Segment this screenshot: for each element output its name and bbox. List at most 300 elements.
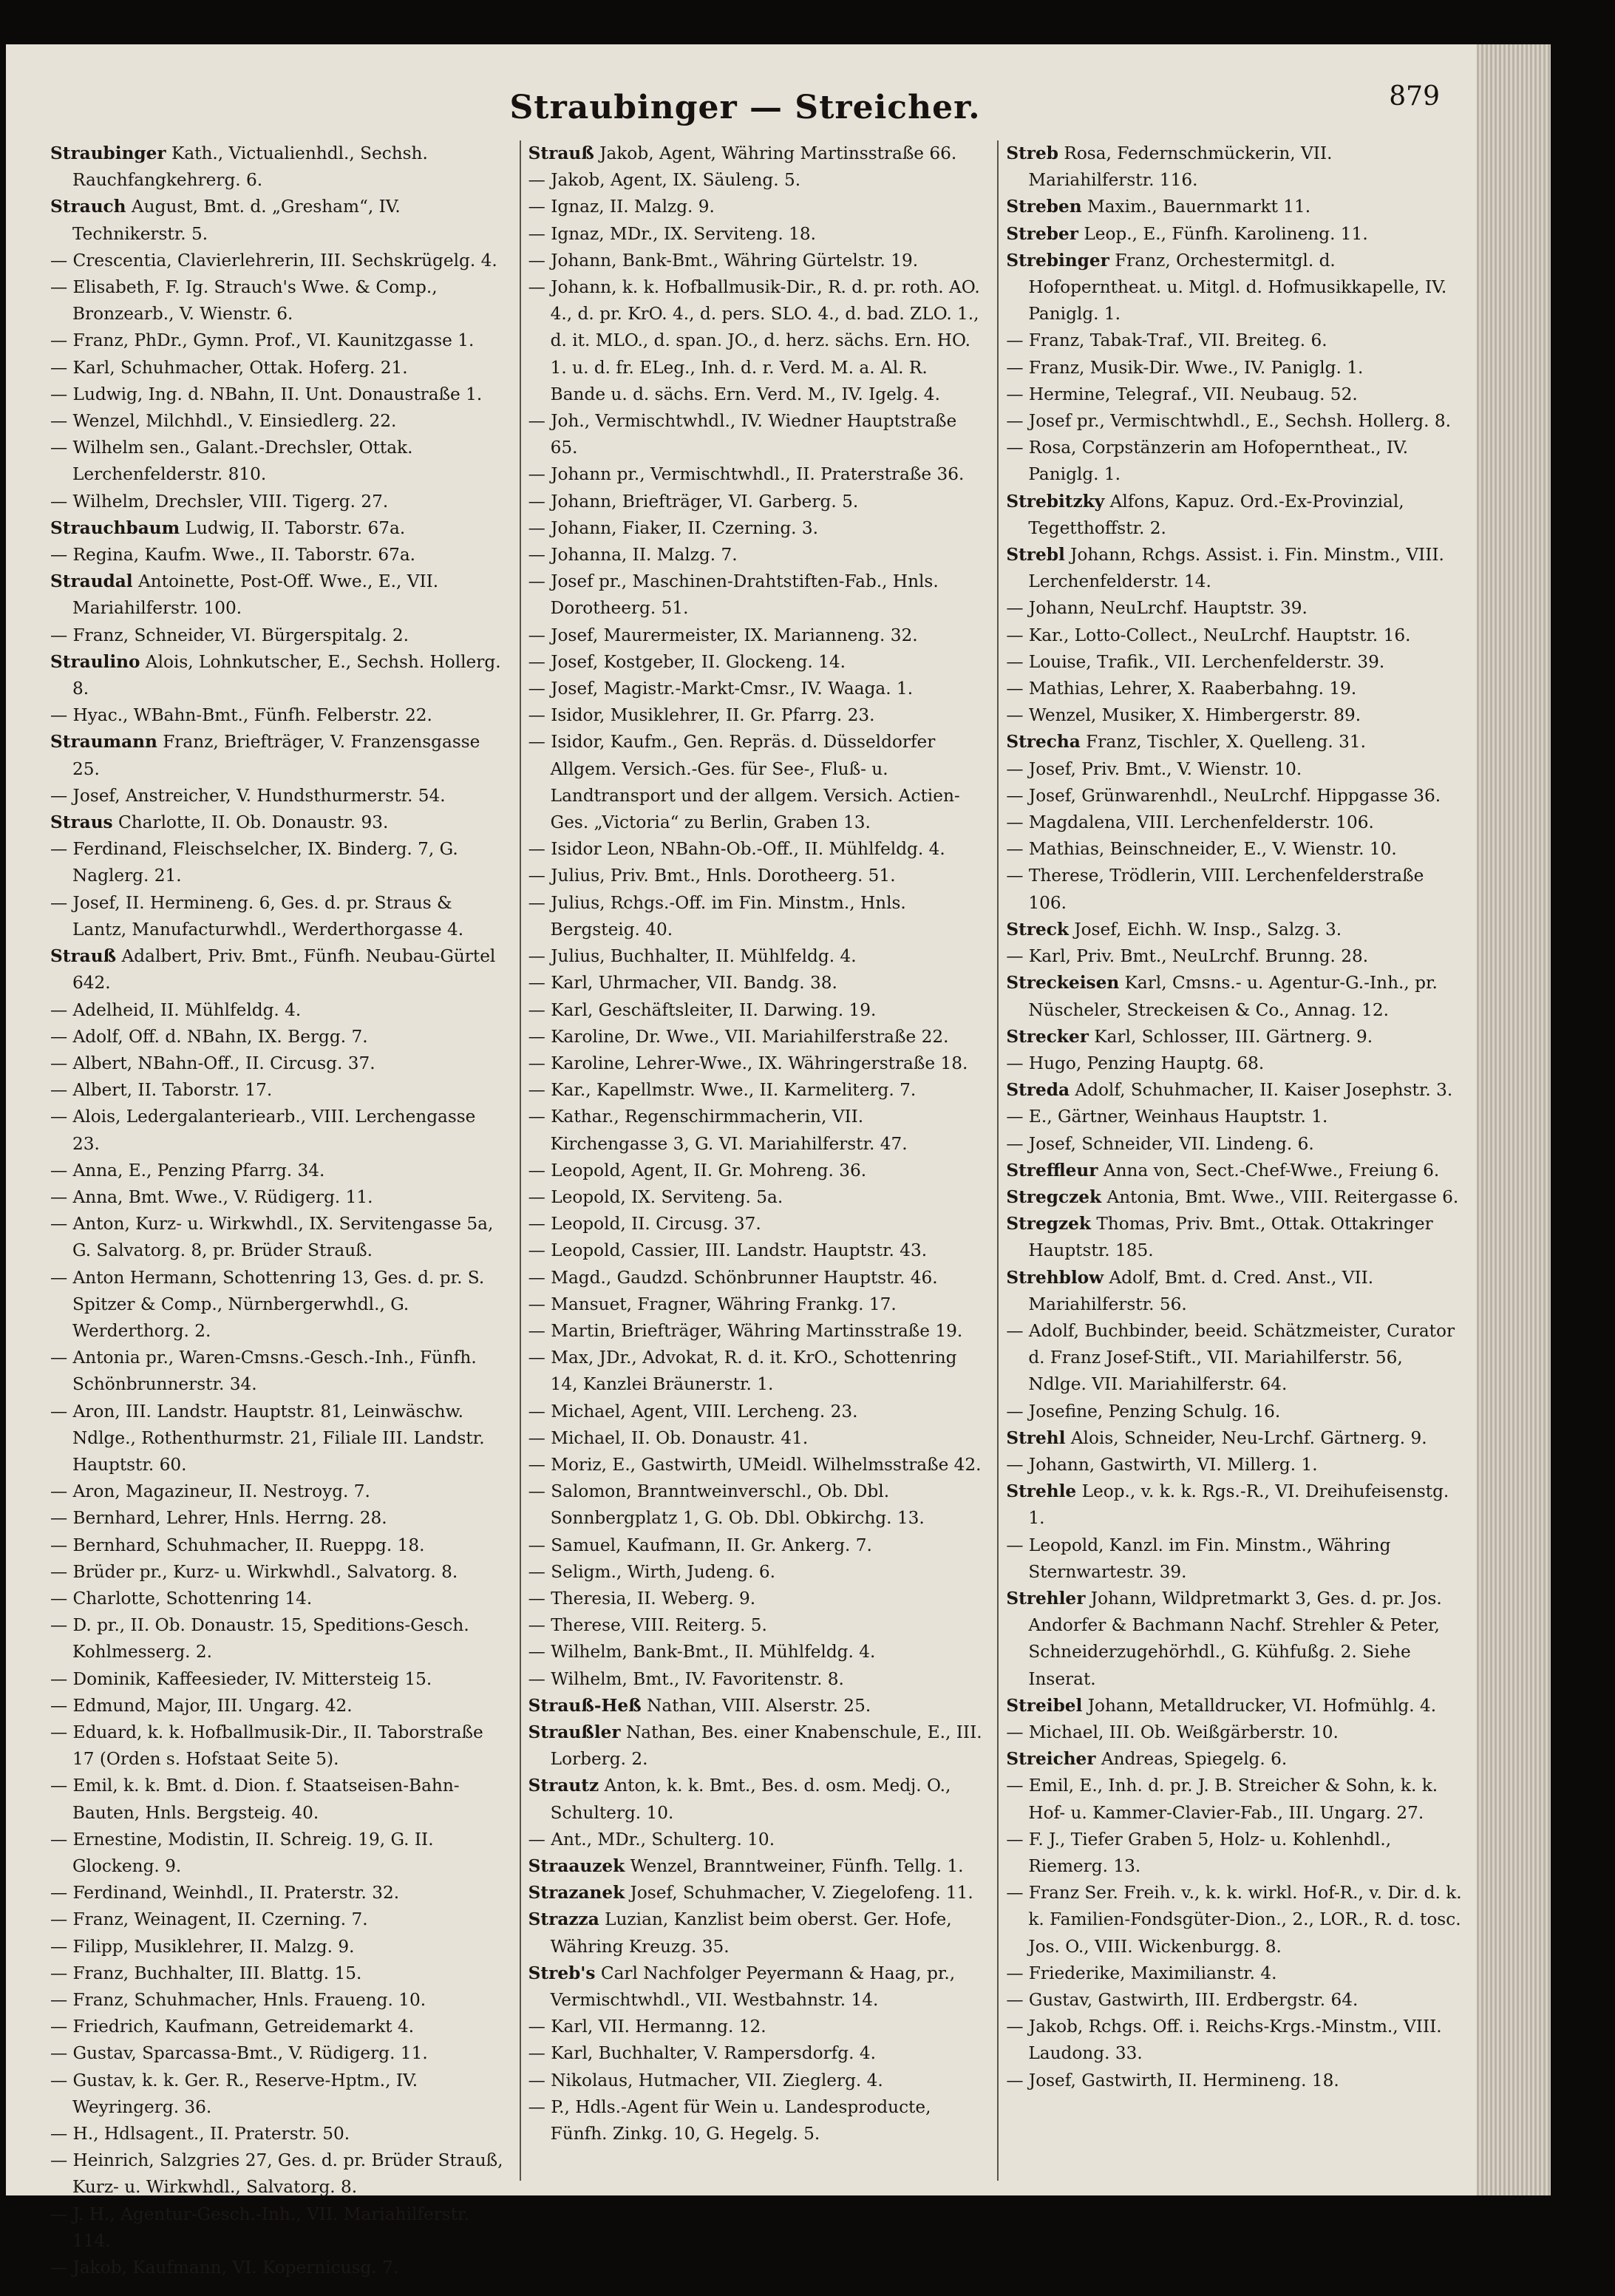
entry-text: — Friederike, Maximilianstr. 4. (1006, 1963, 1277, 1983)
directory-entry (50, 1184, 506, 1211)
directory-entry (1006, 1050, 1462, 1077)
entry-text: — Jakob, Rchgs. Off. i. Reichs-Krgs.-Minstm., VIII. Laudong. 33. (1006, 2017, 1442, 2064)
directory-entry (528, 1345, 985, 1398)
entry-text: — Karl, VII. Hermanng. 12. (528, 2017, 766, 2037)
directory-entry (1006, 194, 1462, 220)
entry-surname: Streffleur (1006, 1160, 1098, 1181)
directory-entry (1006, 1104, 1462, 1130)
directory-entry (528, 1237, 985, 1264)
entry-text: — Josef, Magistr.-Markt-Cmsr., IV. Waaga. 1. (528, 679, 914, 699)
entry-text: — Hyac., WBahn-Bmt., Fünfh. Felberstr. 22. (50, 705, 432, 726)
directory-entry (528, 2040, 985, 2067)
entry-text: — Regina, Kaufm. Wwe., II. Taborstr. 67a. (50, 545, 416, 565)
entry-text: — Leopold, Agent, II. Gr. Mohreng. 36. (528, 1160, 867, 1181)
entry-text: Adolf, Schuhmacher, II. Kaiser Josephstr. 3. (1070, 1080, 1453, 1101)
entry-surname: Straumann (50, 732, 157, 753)
directory-entry (528, 542, 985, 568)
directory-columns (50, 140, 1462, 2278)
entry-text: — Michael, II. Ob. Donaustr. 41. (528, 1427, 809, 1448)
directory-entry (1006, 542, 1462, 595)
directory-entry (50, 809, 506, 836)
directory-entry (50, 1532, 506, 1559)
directory-entry (1006, 1184, 1462, 1211)
directory-entry (1006, 783, 1462, 809)
entry-text: — Gustav, Sparcassa-Bmt., V. Rüdigerg. 11. (50, 2043, 428, 2064)
directory-entry (50, 2121, 506, 2147)
directory-entry (50, 515, 506, 542)
entry-text: — P., Hdls.-Agent für Wein u. Landesproducte, Fünfh. Zinkg. 10, G. Hegelg. 5. (528, 2096, 931, 2144)
entry-text: — Eduard, k. k. Hofballmusik-Dir., II. Taborstraße 17 (Orden s. Hofstaat Seite 5). (50, 1722, 483, 1770)
directory-entry (50, 890, 506, 943)
directory-entry (50, 248, 506, 274)
directory-entry (1006, 1024, 1462, 1050)
directory-entry (528, 702, 985, 729)
entry-text: — Jakob, Kaufmann, VI. Kopernicusg. 7. (50, 2258, 399, 2278)
directory-entry (528, 1639, 985, 1665)
entry-surname: Strecha (1006, 732, 1081, 753)
directory-entry (528, 1906, 985, 1960)
directory-entry (1006, 2068, 1462, 2094)
entry-text: Adalbert, Priv. Bmt., Fünfh. Neubau-Gürtel 642. (72, 946, 496, 994)
directory-entry (1006, 863, 1462, 916)
directory-entry (50, 1586, 506, 1612)
entry-text: — Friedrich, Kaufmann, Getreidemarkt 4. (50, 2017, 415, 2037)
entry-text: — Isidor Leon, NBahn-Ob.-Off., II. Mühlfeldg. 4. (528, 839, 945, 860)
entry-text: — Albert, NBahn-Off., II. Circusg. 37. (50, 1053, 375, 1073)
directory-entry (1006, 2014, 1462, 2067)
directory-entry (50, 997, 506, 1024)
entry-text: — Leopold, II. Circusg. 37. (528, 1214, 761, 1234)
page-number: 879 (1389, 81, 1440, 112)
directory-entry (50, 783, 506, 809)
entry-text: — Ferdinand, Fleischselcher, IX. Binderg. 7, G. Naglerg. 21. (50, 839, 458, 886)
directory-entry (1006, 917, 1462, 943)
entry-surname: Streb (1006, 143, 1058, 163)
entry-text: — Mathias, Lehrer, X. Raaberbahng. 19. (1006, 679, 1357, 699)
directory-entry (50, 1158, 506, 1184)
entry-text: — Julius, Buchhalter, II. Mühlfeldg. 4. (528, 946, 857, 967)
directory-entry (528, 1719, 985, 1773)
directory-entry (50, 1827, 506, 1880)
entry-text: Nathan, VIII. Alserstr. 25. (641, 1695, 871, 1716)
entry-text: — Franz Ser. Freih. v., k. k. wirkl. Hof-R., v. Dir. d. k. k. Familien-Fondsgüter-Dion., 2., LOR., R. d. tosc. Jos. O., VIII. Wickenburgg. 8. (1006, 1883, 1462, 1957)
entry-surname: Straudal (50, 571, 133, 592)
directory-entry (528, 1265, 985, 1291)
entry-text: — Emil, k. k. Bmt. d. Dion. f. Staatseisen-Bahn-Bauten, Hnls. Bergsteig. 40. (50, 1776, 460, 1823)
directory-entry (1006, 1265, 1462, 1318)
entry-text: Ludwig, II. Taborstr. 67a. (180, 517, 406, 538)
directory-entry (1006, 649, 1462, 676)
directory-entry (50, 2147, 506, 2201)
entry-surname: Strebinger (1006, 250, 1109, 271)
directory-entry (528, 1478, 985, 1532)
entry-text: — Salomon, Branntweinverschl., Ob. Dbl. Sonnbergplatz 1, G. Ob. Dbl. Obkirchg. 13. (528, 1481, 925, 1529)
directory-entry (528, 140, 985, 167)
entry-text: — Louise, Trafik., VII. Lerchenfelderstr. 39. (1006, 651, 1385, 672)
directory-entry (528, 2014, 985, 2040)
running-title: Straubinger — Streicher. (509, 89, 981, 126)
entry-text: Josef, Eichh. W. Insp., Salzg. 3. (1068, 919, 1342, 940)
directory-entry (1006, 756, 1462, 783)
directory-entry (528, 1666, 985, 1693)
entry-text: — Crescentia, Clavierlehrerin, III. Sechskrügelg. 4. (50, 250, 497, 271)
directory-entry (1006, 1746, 1462, 1773)
entry-text: — Johann, Briefträger, VI. Garberg. 5. (528, 491, 859, 512)
entry-text: — Karl, Uhrmacher, VII. Bandg. 38. (528, 973, 837, 994)
entry-text: — Alois, Ledergalanteriearb., VIII. Lerchengasse 23. (50, 1107, 476, 1154)
entry-surname: Strauß (528, 143, 594, 163)
entry-text: Adolf, Bmt. d. Cred. Anst., VII. Mariahilferstr. 56. (1028, 1267, 1374, 1314)
entry-text: Jakob, Agent, Währing Martinsstraße 66. (594, 143, 957, 163)
directory-entry (50, 194, 506, 247)
entry-text: — Kar., Lotto-Collect., NeuLrchf. Hauptstr. 16. (1006, 625, 1411, 645)
directory-entry (528, 729, 985, 836)
directory-entry (528, 676, 985, 702)
entry-text: — Karl, Geschäftsleiter, II. Darwing. 19. (528, 999, 877, 1020)
directory-entry (50, 489, 506, 515)
directory-entry (50, 140, 506, 194)
entry-surname: Streicher (1006, 1749, 1096, 1770)
directory-entry (50, 435, 506, 488)
entry-text: — Dominik, Kaffeesieder, IV. Mittersteig 15. (50, 1668, 432, 1689)
directory-entry (1006, 1318, 1462, 1399)
entry-text: — Franz, PhDr., Gymn. Prof., VI. Kaunitzgasse 1. (50, 330, 475, 351)
entry-text: Franz, Tischler, X. Quelleng. 31. (1080, 732, 1367, 753)
entry-surname: Streben (1006, 197, 1082, 217)
entry-text: — Josef, Anstreicher, V. Hundsthurmerstr. 54. (50, 785, 446, 806)
directory-entry (528, 1452, 985, 1478)
entry-text: — Julius, Rchgs.-Off. im Fin. Minstm., Hnls. Bergsteig. 40. (528, 892, 906, 940)
directory-entry (528, 2068, 985, 2094)
directory-entry (50, 1265, 506, 1345)
entry-text: — Aron, III. Landstr. Hauptstr. 81, Leinwäschw. Ndlge., Rothenthurmstr. 21, Filiale III. Landstr. Hauptstr. 60. (50, 1401, 485, 1475)
entry-text: Maxim., Bauernmarkt 11. (1081, 197, 1311, 217)
directory-entry (50, 1934, 506, 1960)
directory-entry (528, 1184, 985, 1211)
directory-entry (528, 970, 985, 996)
directory-entry (1006, 1452, 1462, 1478)
entry-text: — Samuel, Kaufmann, II. Gr. Ankerg. 7. (528, 1535, 872, 1555)
entry-text: Franz, Orchestermitgl. d. Hofoperntheat. u. Mitgl. d. Hofmusikkapelle, IV. Paniglg. 1. (1028, 250, 1447, 325)
entry-surname: Straus (50, 812, 113, 833)
entry-surname: Stregzek (1006, 1214, 1091, 1234)
directory-entry (528, 1399, 985, 1425)
entry-text: — Josef pr., Vermischtwhdl., E., Sechsh. Hollerg. 8. (1006, 411, 1452, 432)
entry-text: — Michael, III. Ob. Weißgärberstr. 10. (1006, 1722, 1339, 1742)
entry-surname: Strebl (1006, 545, 1065, 565)
entry-text: — Franz, Schneider, VI. Bürgerspitalg. 2. (50, 625, 409, 645)
entry-text: — Josef, Gastwirth, II. Hermineng. 18. (1006, 2070, 1339, 2090)
directory-entry (528, 2094, 985, 2147)
directory-entry (50, 2014, 506, 2040)
directory-entry (50, 2255, 506, 2281)
entry-surname: Strauß (50, 946, 117, 967)
directory-entry (50, 1077, 506, 1104)
entry-text: — Leopold, Cassier, III. Landstr. Hauptstr. 43. (528, 1240, 928, 1261)
entry-text: — Anna, Bmt. Wwe., V. Rüdigerg. 11. (50, 1186, 373, 1207)
directory-entry (528, 622, 985, 649)
entry-text: — Wilhelm sen., Galant.-Drechsler, Ottak. Lerchenfelderstr. 810. (50, 438, 413, 485)
entry-surname: Stregczek (1006, 1186, 1102, 1207)
entry-text: — Gustav, Gastwirth, III. Erdbergstr. 64. (1006, 1990, 1359, 2011)
entry-text: — Wenzel, Musiker, X. Himbergerstr. 89. (1006, 705, 1361, 726)
directory-entry (1006, 676, 1462, 702)
entry-text: — Bernhard, Schuhmacher, II. Rueppg. 18. (50, 1535, 425, 1555)
directory-entry (1006, 381, 1462, 408)
entry-text: — Magd., Gaudzd. Schönbrunner Hauptstr. 46. (528, 1267, 938, 1288)
entry-surname: Strehler (1006, 1588, 1086, 1609)
entry-text: — Michael, Agent, VIII. Lercheng. 23. (528, 1401, 858, 1422)
entry-text: — Seligm., Wirth, Judeng. 6. (528, 1561, 775, 1582)
directory-entry (1006, 1211, 1462, 1264)
directory-entry (1006, 1693, 1462, 1719)
directory-entry (50, 327, 506, 354)
directory-entry (50, 1719, 506, 1773)
entry-text: — Joh., Vermischtwhdl., IV. Wiedner Hauptstraße 65. (528, 411, 957, 458)
entry-surname: Strecker (1006, 1026, 1089, 1047)
entry-text: August, Bmt. d. „Gresham“, IV. Technikerstr. 5. (72, 197, 401, 244)
entry-text: — Max, JDr., Advokat, R. d. it. KrO., Schottenring 14, Kanzlei Bräunerstr. 1. (528, 1348, 957, 1395)
entry-text: — Ludwig, Ing. d. NBahn, II. Unt. Donaustraße 1. (50, 384, 483, 404)
directory-entry (1006, 1960, 1462, 1987)
directory-entry (1006, 489, 1462, 542)
entry-text: — Mansuet, Fragner, Währing Frankg. 17. (528, 1294, 897, 1314)
entry-text: — Martin, Briefträger, Währing Martinsstraße 19. (528, 1320, 963, 1341)
directory-entry (50, 1211, 506, 1264)
entry-text: — Magdalena, VIII. Lerchenfelderstr. 106. (1006, 812, 1374, 833)
directory-entry (50, 1559, 506, 1586)
entry-text: Thomas, Priv. Bmt., Ottak. Ottakringer Hauptstr. 185. (1028, 1214, 1433, 1261)
entry-text: — Karoline, Dr. Wwe., VII. Mariahilferstraße 22. (528, 1026, 949, 1047)
directory-entry (528, 1559, 985, 1586)
directory-entry (528, 1291, 985, 1318)
entry-surname: Strazza (528, 1909, 599, 1930)
directory-entry (50, 836, 506, 889)
entry-text: — Emil, E., Inh. d. pr. J. B. Streicher & Sohn, k. k. Hof- u. Kammer-Clavier-Fab., III. Ungarg. 27. (1006, 1776, 1438, 1823)
entry-text: — Nikolaus, Hutmacher, VII. Zieglerg. 4. (528, 2070, 883, 2090)
entry-text: Johann, Rchgs. Assist. i. Fin. Minstm., VIII. Lerchenfelderstr. 14. (1028, 545, 1444, 592)
book-gutter (1477, 44, 1551, 2195)
directory-entry (528, 1211, 985, 1237)
entry-text: Anton, k. k. Bmt., Bes. d. osm. Medj. O., Schulterg. 10. (550, 1776, 951, 1823)
entry-text: — Ernestine, Modistin, II. Schreig. 19, G. II. Glockeng. 9. (50, 1829, 434, 1876)
entry-text: — Kar., Kapellmstr. Wwe., II. Karmeliterg. 7. (528, 1080, 917, 1101)
entry-text: — Therese, Trödlerin, VIII. Lerchenfelderstraße 106. (1006, 866, 1424, 913)
entry-text: Johann, Metalldrucker, VI. Hofmühlg. 4. (1082, 1695, 1437, 1716)
entry-text: — Charlotte, Schottenring 14. (50, 1588, 313, 1609)
entry-surname: Strauch (50, 197, 126, 217)
directory-entry (50, 622, 506, 649)
directory-entry (1006, 1425, 1462, 1452)
directory-entry (528, 836, 985, 863)
entry-text: — Kathar., Regenschirmmacherin, VII. Kirchengasse 3, G. VI. Mariahilferstr. 47. (528, 1107, 908, 1154)
entry-text: — Ferdinand, Weinhdl., II. Praterstr. 32. (50, 1883, 400, 1903)
directory-entry (1006, 1532, 1462, 1586)
directory-entry (1006, 408, 1462, 435)
directory-entry (50, 1906, 506, 1933)
entry-text: — Edmund, Major, III. Ungarg. 42. (50, 1695, 353, 1716)
directory-entry (528, 997, 985, 1024)
entry-text: Andreas, Spiegelg. 6. (1095, 1749, 1288, 1770)
directory-entry (528, 221, 985, 248)
column-2 (520, 140, 985, 2181)
directory-entry (528, 943, 985, 970)
entry-text: — Brüder pr., Kurz- u. Wirkwhdl., Salvatorg. 8. (50, 1561, 458, 1582)
entry-surname: Streda (1006, 1080, 1070, 1101)
entry-text: Alois, Schneider, Neu-Lrchf. Gärtnerg. 9. (1065, 1427, 1427, 1448)
entry-text: — Franz, Schuhmacher, Hnls. Fraueng. 10. (50, 1990, 426, 2011)
directory-entry (1006, 1077, 1462, 1104)
directory-entry (528, 1050, 985, 1077)
directory-entry (50, 381, 506, 408)
directory-entry (528, 1425, 985, 1452)
entry-text: — Ignaz, MDr., IX. Serviteng. 18. (528, 223, 816, 244)
entry-text: — Aron, Magazineur, II. Nestroyg. 7. (50, 1481, 370, 1502)
entry-text: Alfons, Kapuz. Ord.-Ex-Provinzial, Tegetthoffstr. 2. (1028, 491, 1404, 538)
entry-text: — H., Hdlsagent., II. Praterstr. 50. (50, 2124, 350, 2144)
directory-entry (50, 729, 506, 782)
directory-entry (50, 1478, 506, 1505)
entry-text: Franz, Briefträger, V. Franzensgasse 25. (72, 732, 480, 779)
entry-text: — Hermine, Telegraf., VII. Neubaug. 52. (1006, 384, 1358, 404)
entry-surname: Streibel (1006, 1695, 1083, 1716)
directory-entry (50, 1987, 506, 2014)
entry-text: — Heinrich, Salzgries 27, Ges. d. pr. Brüder Strauß, Kurz- u. Wirkwhdl., Salvatorg. 8. (50, 2150, 503, 2198)
entry-text: — Johann, Gastwirth, VI. Millerg. 1. (1006, 1454, 1318, 1475)
directory-entry (1006, 1131, 1462, 1158)
directory-entry (50, 1505, 506, 1532)
entry-text: — Johann, Bank-Bmt., Währing Gürtelstr. 19. (528, 250, 919, 271)
directory-entry (1006, 355, 1462, 381)
directory-entry (528, 863, 985, 889)
entry-text: — Franz, Musik-Dir. Wwe., IV. Paniglg. 1. (1006, 357, 1364, 378)
directory-entry (50, 1773, 506, 1826)
entry-text: — Filipp, Musiklehrer, II. Malzg. 9. (50, 1936, 355, 1957)
entry-text: Nathan, Bes. einer Knabenschule, E., III. Lorberg. 2. (550, 1722, 982, 1770)
entry-text: — Mathias, Beinschneider, E., V. Wienstr. 10. (1006, 839, 1397, 860)
directory-entry (1006, 1478, 1462, 1532)
column-1 (50, 140, 506, 2278)
entry-surname: Strautz (528, 1776, 599, 1796)
entry-text: — J. H., Agentur-Gesch.-Inh., VII. Mariahilferstr. 114. (50, 2204, 469, 2251)
entry-text: — Johann, k. k. Hofballmusik-Dir., R. d. pr. roth. AO. 4., d. pr. KrO. 4., d. pers. SLO. 4., d. bad. ZLO. 1., d. it. MLO., d. span. JO., d. herz. sächs. Ern. HO. 1. u. d. fr. ELeg., Inh. d. r. Verd. M. a. Al. R. Bande u. d. sächs. Ern. Verd. M., IV. Igelg. 4. (528, 277, 980, 404)
directory-entry (50, 274, 506, 327)
entry-surname: Straußler (528, 1722, 621, 1742)
entry-text: — Josef, Grünwarenhdl., NeuLrchf. Hippgasse 36. (1006, 785, 1441, 806)
directory-entry (50, 1050, 506, 1077)
directory-entry (528, 461, 985, 488)
directory-entry (528, 248, 985, 274)
entry-surname: Strazanek (528, 1883, 625, 1903)
entry-text: — Anna, E., Penzing Pfarrg. 34. (50, 1160, 325, 1181)
entry-text: — Hugo, Penzing Hauptg. 68. (1006, 1053, 1265, 1073)
entry-text: Luzian, Kanzlist beim oberst. Ger. Hofe, Währing Kreuzg. 35. (550, 1909, 952, 1957)
directory-entry (528, 890, 985, 943)
directory-entry (50, 702, 506, 729)
entry-text: — Theresia, II. Weberg. 9. (528, 1588, 756, 1609)
entry-text: — Franz, Buchhalter, III. Blattg. 15. (50, 1963, 362, 1983)
directory-entry (1006, 1719, 1462, 1746)
directory-entry (1006, 140, 1462, 194)
entry-text: — Josef, Kostgeber, II. Glockeng. 14. (528, 651, 846, 672)
directory-entry (50, 542, 506, 568)
entry-text: — D. pr., II. Ob. Donaustr. 15, Speditions-Gesch. Kohlmesserg. 2. (50, 1615, 469, 1662)
entry-surname: Streckeisen (1006, 973, 1120, 994)
column-3 (997, 140, 1462, 2181)
directory-page (6, 44, 1551, 2278)
entry-surname: Strehblow (1006, 1267, 1104, 1288)
directory-entry (50, 1693, 506, 1719)
directory-entry (528, 274, 985, 408)
entry-text: Anna von, Sect.-Chef-Wwe., Freiung 6. (1098, 1160, 1440, 1181)
directory-entry (1006, 248, 1462, 328)
entry-text: — Ignaz, II. Malzg. 9. (528, 197, 715, 217)
entry-text: — Franz, Weinagent, II. Czerning. 7. (50, 1909, 368, 1930)
directory-entry (50, 943, 506, 996)
entry-text: — Franz, Tabak-Traf., VII. Breiteg. 6. (1006, 330, 1327, 351)
entry-surname: Streb's (528, 1963, 596, 1983)
entry-text: — Josef, Schneider, VII. Lindeng. 6. (1006, 1133, 1314, 1154)
directory-entry (1006, 836, 1462, 863)
entry-text: — Gustav, k. k. Ger. R., Reserve-Hptm., IV. Weyringerg. 36. (50, 2070, 418, 2117)
entry-text: — Leopold, IX. Serviteng. 5a. (528, 1186, 783, 1207)
directory-entry (528, 1318, 985, 1345)
entry-surname: Strauß-Heß (528, 1695, 642, 1716)
directory-entry (528, 649, 985, 676)
directory-entry (528, 1104, 985, 1157)
directory-entry (1006, 1399, 1462, 1425)
entry-surname: Strehle (1006, 1481, 1077, 1502)
entry-text: — Anton, Kurz- u. Wirkwhdl., IX. Servitengasse 5a, G. Salvatorg. 8, pr. Brüder Strauß. (50, 1214, 494, 1261)
entry-text: — Johann pr., Vermischtwhdl., II. Praterstraße 36. (528, 464, 965, 485)
entry-text: — Karoline, Lehrer-Wwe., IX. Währingerstraße 18. (528, 1053, 968, 1073)
entry-text: — Anton Hermann, Schottenring 13, Ges. d. pr. S. Spitzer & Comp., Nürnbergerwhdl., G. Werderthorg. 2. (50, 1267, 485, 1341)
entry-text: — Wilhelm, Bank-Bmt., II. Mühlfeldg. 4. (528, 1642, 876, 1662)
directory-entry (50, 2201, 506, 2255)
directory-entry (528, 1612, 985, 1639)
entry-text: — Isidor, Kaufm., Gen. Repräs. d. Düsseldorfer Allgem. Versich.-Ges. für See-, Fluß- u. Landtransport und der allgem. Versich. Actien-Ges. „Victoria“ zu Berlin, Graben 13. (528, 732, 960, 833)
entry-text: — Johann, Fiaker, II. Czerning. 3. (528, 517, 819, 538)
directory-entry (528, 1880, 985, 1906)
directory-entry (528, 1024, 985, 1050)
entry-text: — Josef, II. Hermineng. 6, Ges. d. pr. Straus & Lantz, Manufacturwhdl., Werderthorgasse 4. (50, 892, 464, 940)
directory-entry (50, 1024, 506, 1050)
directory-entry (528, 568, 985, 622)
entry-text: Antonia, Bmt. Wwe., VIII. Reitergasse 6. (1101, 1186, 1459, 1207)
entry-text: Rosa, Federnschmückerin, VII. Mariahilferstr. 116. (1028, 143, 1333, 191)
entry-text: Leop., v. k. k. Rgs.-R., VI. Dreihufeisenstg. 1. (1028, 1481, 1449, 1529)
entry-text: — E., Gärtner, Weinhaus Hauptstr. 1. (1006, 1107, 1328, 1127)
entry-text: Kath., Victualienhdl., Sechsh. Rauchfangkehrerg. 6. (72, 143, 428, 191)
directory-entry (50, 1399, 506, 1479)
directory-entry (1006, 327, 1462, 354)
entry-surname: Strebitzky (1006, 491, 1105, 512)
directory-entry (50, 1960, 506, 1987)
directory-entry (1006, 943, 1462, 970)
directory-entry (1006, 702, 1462, 729)
entry-text: — Leopold, Kanzl. im Fin. Minstm., Währing Sternwartestr. 39. (1006, 1535, 1391, 1582)
directory-entry (1006, 729, 1462, 755)
directory-entry (1006, 595, 1462, 622)
entry-surname: Straulino (50, 651, 140, 672)
directory-entry (528, 1158, 985, 1184)
entry-text: — Josef, Maurermeister, IX. Marianneng. 32. (528, 625, 918, 645)
directory-entry (1006, 809, 1462, 836)
directory-entry (50, 1666, 506, 1693)
entry-text: Leop., E., Fünfh. Karolineng. 11. (1078, 223, 1368, 244)
entry-text: — Josef pr., Maschinen-Drahtstiften-Fab., Hnls. Dorotheerg. 51. (528, 571, 939, 619)
entry-text: — Josef, Priv. Bmt., V. Wienstr. 10. (1006, 758, 1302, 779)
